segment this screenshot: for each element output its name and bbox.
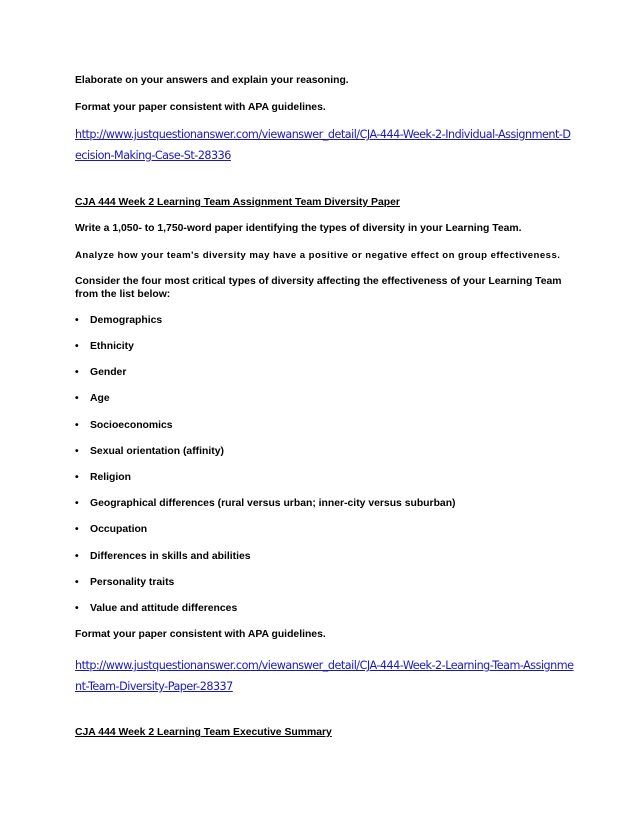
bullet-icon: • <box>75 524 79 535</box>
list-item-label: Geographical differences (rural versus urban; inner-city versus suburban) <box>90 498 456 509</box>
list-item <box>75 550 251 563</box>
list-item-label: Socioeconomics <box>90 420 173 431</box>
list-item <box>75 471 131 484</box>
bullet-icon: • <box>75 341 79 352</box>
bullet-icon: • <box>75 420 79 431</box>
list-item-label: Differences in skills and abilities <box>90 551 251 562</box>
bullet-icon: • <box>75 577 79 588</box>
list-item-label: Occupation <box>90 524 148 535</box>
answer-link-decision-making[interactable]: http://www.justquestionanswer.com/viewanswer_detail/CJA-444-Week-2-Individual-Assignment-Decision-Making-Case-St-28336 <box>75 128 571 162</box>
list-item <box>75 445 224 458</box>
list-item <box>75 523 147 536</box>
answer-link-diversity-paper[interactable]: http://www.justquestionanswer.com/viewanswer_detail/CJA-444-Week-2-Learning-Team-Assignment-Team-Diversity-Paper-28337 <box>75 659 574 693</box>
list-item <box>75 602 237 615</box>
bullet-icon: • <box>75 393 79 404</box>
intro-paragraph-reasoning: Elaborate on your answers and explain your reasoning. <box>75 75 349 86</box>
section-heading-diversity-paper: CJA 444 Week 2 Learning Team Assignment Team Diversity Paper <box>75 197 400 208</box>
list-item-label: Sexual orientation (affinity) <box>90 446 224 457</box>
bullet-icon: • <box>75 367 79 378</box>
bullet-icon: • <box>75 603 79 614</box>
list-item-label: Value and attitude differences <box>90 603 238 614</box>
bullet-icon: • <box>75 498 79 509</box>
section-heading-executive-summary: CJA 444 Week 2 Learning Team Executive Summary <box>75 727 332 738</box>
list-item <box>75 314 162 327</box>
list-item <box>75 419 173 432</box>
list-item-label: Personality traits <box>90 577 175 588</box>
list-item-label: Demographics <box>90 315 163 326</box>
list-item <box>75 392 110 405</box>
list-item <box>75 576 174 589</box>
instruction-word-count: Write a 1,050- to 1,750-word paper identifying the types of diversity in your Learning Team. <box>75 223 522 234</box>
list-item-label: Ethnicity <box>90 341 134 352</box>
instruction-analyze: Analyze how your team's diversity may have a positive or negative effect on group effectiveness. <box>75 250 561 261</box>
bullet-icon: • <box>75 472 79 483</box>
list-item <box>75 340 134 353</box>
bullet-icon: • <box>75 315 79 326</box>
format-paragraph-apa: Format your paper consistent with APA guidelines. <box>75 629 326 640</box>
list-item <box>75 497 456 510</box>
bullet-icon: • <box>75 446 79 457</box>
list-item <box>75 366 126 379</box>
list-item-label: Gender <box>90 367 127 378</box>
list-item-label: Age <box>90 393 110 404</box>
list-item-label: Religion <box>90 472 131 483</box>
intro-paragraph-apa: Format your paper consistent with APA guidelines. <box>75 102 326 113</box>
instruction-consider: Consider the four most critical types of diversity affecting the effectiveness of your Learning Team from the list below: <box>75 276 562 300</box>
bullet-icon: • <box>75 551 79 562</box>
